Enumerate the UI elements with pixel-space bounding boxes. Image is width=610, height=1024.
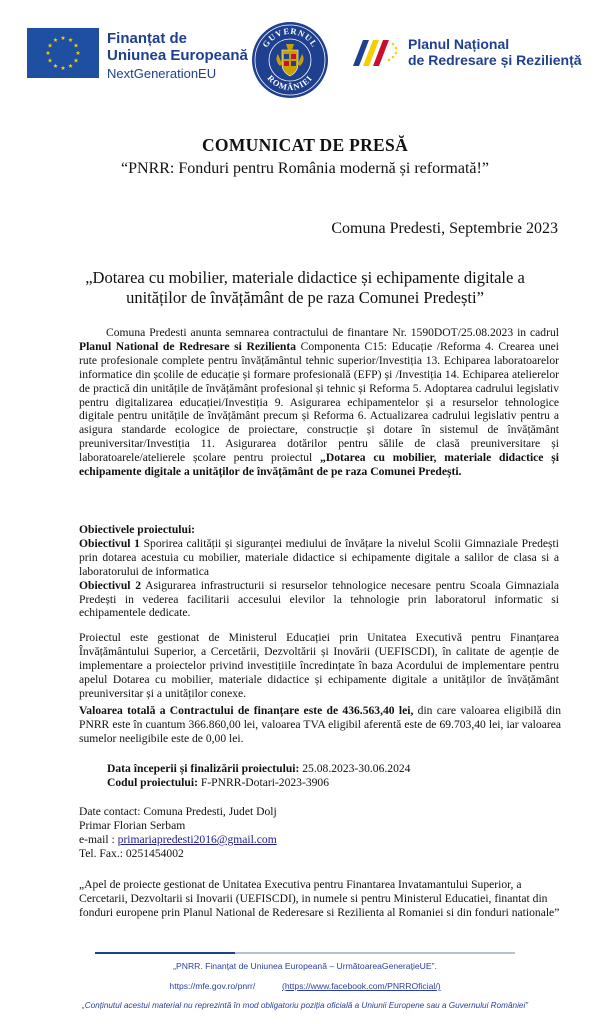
eu-text-line2: Uniunea Europeană	[107, 47, 248, 64]
footer-url-facebook[interactable]: (https://www.facebook.com/PNRROficial/)	[282, 981, 441, 991]
objective-2-label: Obiectivul 2	[79, 578, 142, 592]
value-text-rest: din care valoarea eligibilă din PNRR este în cuantum 366.860,00 lei, valoarea TVA eligibil aferentă este de 69.703,40 lei, iar valoarea sumelor neeligibile este de 0,00 lei.	[79, 704, 561, 745]
dates-value: 25.08.2023-30.06.2024	[299, 762, 411, 775]
intro-text-rest: Componenta C15: Educație /Reforma 4. Crearea unei rute profesionale complete pentru învățământul tehnic superior/Investiția 13. Echiparea laboratoarelor informatice din școlile de educație și formare profesională (EFP) și /Investiția 14. Echiparea atelierelor de practică din unitățile de învățământ profesional și tehnic și Reforma 5. Adoptarea cadrului legislativ pentru digitalizarea educației/Investiția 9. Asigurarea echipamentelor și a resurselor tehnologice digitale pentru unitățile de învățământ precum și Reforma 6. Actualizarea cadrului legislativ pentru a asigura standarde ecologice de proiectare, construcție și dotare în sistemul de învățământ preuniversitar/Investiția 11. Asigurarea dotărilor pentru sălile de clasă preuniversitare și laboratoarele/atelierele școlare pentru proiectul	[79, 339, 559, 465]
objective-1-label: Obiectivul 1	[79, 536, 140, 550]
seal-text-bottom: ROMÂNIEI	[265, 72, 315, 93]
government-seal-logo	[250, 20, 330, 100]
dates-label: Data începerii și finalizării proiectului:	[107, 762, 300, 775]
contact-email-link[interactable]: primariapredesti2016@gmail.com	[117, 833, 277, 846]
objective-1	[79, 537, 559, 579]
intro-text-project-name: „Dotarea cu mobilier, materiale didactice și echipamente digitale a unităților de învățământ de pe raza Comunei Predești.	[79, 451, 559, 479]
intro-text-start: Comuna Predesti anunta semnarea contractului de finantare Nr. 1590DOT/25.08.2023 in cadrul	[106, 326, 559, 339]
objectives-heading: Obiectivele proiectului:	[79, 523, 196, 536]
seal-text-top: GUVERNUL	[260, 25, 320, 50]
eu-text-line1: Finanțat de	[107, 30, 188, 47]
contact-phone: Tel. Fax.: 0251454002	[79, 847, 184, 860]
objective-2-text: Asigurarea infrastructurii si resurselor tehnologice necesare pentru Scoala Gimnaziala Predești in vederea facilitarii accesului elevilor la tehnologie prin laboratorul informatic si echipamentele dedicate.	[79, 578, 559, 620]
footer-line1: „PNRR. Finanțat de Uniunea Europeană – UrmătoareaGenerațieUE”.	[173, 961, 437, 971]
project-code	[107, 776, 329, 790]
pnrr-text-line2: de Redresare și Reziliență	[408, 52, 582, 68]
intro-text-bold: Planul National de Redresare si Rezilienta	[79, 339, 297, 353]
value-text-bold: Valoarea totală a Contractului de finanțare este de 436.563,40 lei,	[79, 704, 414, 717]
contact-email-row	[79, 833, 277, 847]
footer-urls	[0, 981, 610, 991]
value-paragraph	[79, 704, 561, 746]
project-title-line2: unităților de învățământ de pe raza Comunei Predești”	[126, 288, 484, 307]
code-label: Codul proiectului:	[107, 776, 198, 789]
objective-2	[79, 579, 559, 621]
place-date: Comuna Predesti, Septembrie 2023	[331, 220, 558, 237]
objectives-block	[79, 523, 559, 620]
objective-1-text: Sporirea calității și siguranței mediului de învățare la nivelul Scolii Gimnaziale Predești prin dotarea acestuia cu mobilier, materiale didactice si echipamente digitale a salilor de clasa si a laboratorului de informatica	[79, 536, 559, 578]
code-value: F-PNRR-Dotari-2023-3906	[197, 776, 330, 789]
management-paragraph: Proiectul este gestionat de Ministerul Educației prin Unitatea Executivă pentru Finanțarea Învățământului Superior, a Cercetării, Dezvoltării și Inovării (UEFISCDI), în calitate de agenție de implementare a proiectelor privind investițiile încredințate în baza Acordului de implementare pentru apelul Dotarea cu mobilier, materiale didactice și echipamente digitale a unităților de învățământ preuniversitar și a unităților conexe.	[79, 631, 559, 700]
contact-line1: Date contact: Comuna Predesti, Judet Dolj	[79, 805, 277, 818]
footer-url-mfe[interactable]: https://mfe.gov.ro/pnrr/	[169, 981, 256, 991]
project-dates	[107, 762, 410, 776]
disclaimer-paragraph: „Apel de proiecte gestionat de Unitatea Executiva pentru Finantarea Invatamantului Superior, a Cercetarii, Dezvoltarii si Inovarii (UEFISCDI), in numele si pentru Ministerul Educatiei, finantat din fonduri europene prin Planul National de Rederesare si Rezilienta al Romaniei si din fonduri nationale”	[79, 878, 560, 919]
document-title: COMUNICAT DE PRESĂ	[201, 135, 409, 155]
eu-text-line3: NextGenerationEU	[107, 66, 217, 81]
project-title-line1: „Dotarea cu mobilier, materiale didactice și echipamente digitale a	[85, 268, 525, 287]
contact-line2: Primar Florian Serbam	[79, 819, 186, 832]
document-subtitle: “PNRR: Fonduri pentru România modernă și reformată!”	[121, 160, 489, 177]
eu-flag-logo	[27, 28, 99, 78]
pnrr-text-line1: Planul Național	[408, 36, 510, 52]
contact-email-label: e-mail :	[79, 833, 118, 846]
footer-disclaimer: „Conținutul acestui material nu reprezintă în mod obligatoriu poziția oficială a Uniunii Europene sau a Guvernului României”	[81, 1001, 528, 1010]
pnrr-logo	[351, 36, 399, 70]
footer-divider	[95, 952, 515, 954]
project-title	[60, 268, 550, 308]
intro-paragraph	[79, 326, 559, 479]
